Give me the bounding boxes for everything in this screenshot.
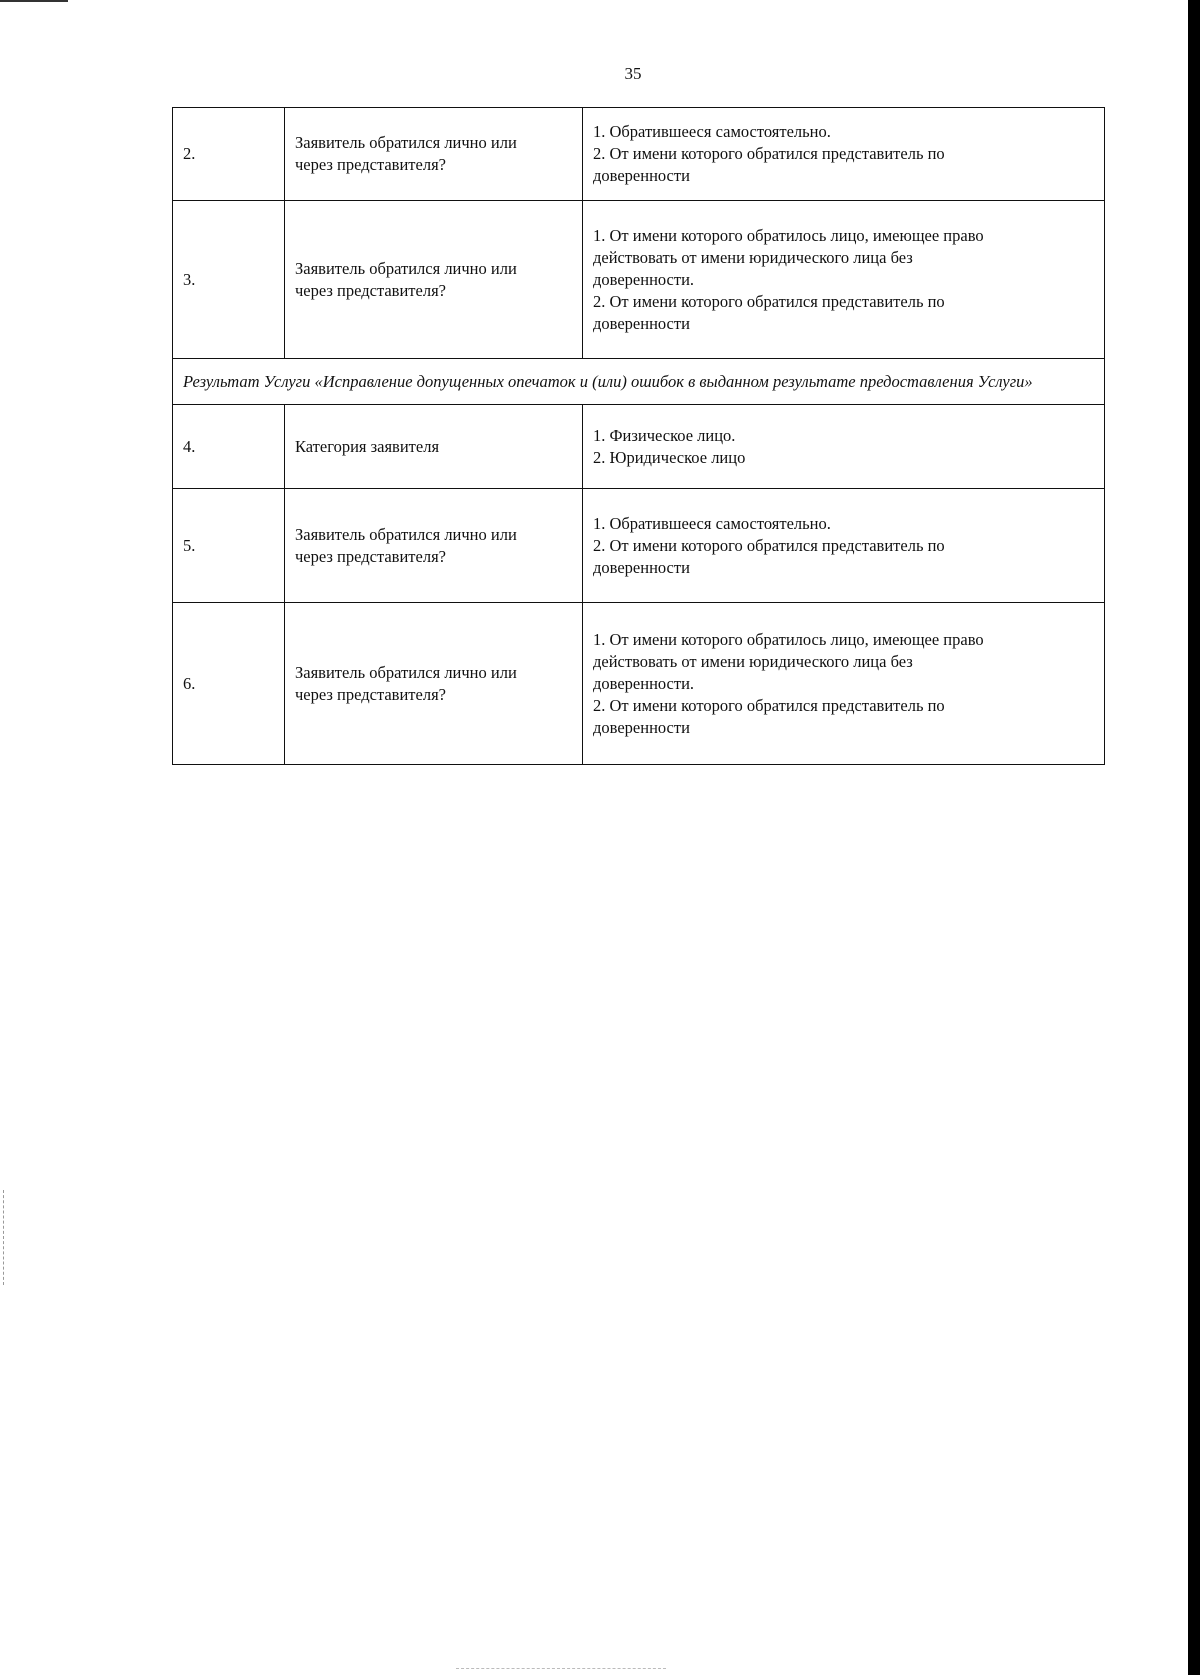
question-line: через представителя?	[295, 684, 446, 704]
answer-line: доверенности	[593, 313, 690, 333]
table-row	[173, 108, 1105, 201]
answer-cell	[583, 405, 1105, 489]
answer-line: действовать от имени юридического лица без	[593, 247, 913, 267]
row-number: 2.	[173, 108, 285, 201]
question-line: Категория заявителя	[295, 436, 440, 456]
table-row	[173, 201, 1105, 359]
row-number: 4.	[173, 405, 285, 489]
answer-line: доверенности.	[593, 673, 695, 693]
answer-line: доверенности.	[593, 269, 695, 289]
answer-line: 1. Физическое лицо.	[593, 425, 736, 445]
section-title: Результат Услуги «Исправление допущенных опечаток и (или) ошибок в выданном результате предоставления Услуги»	[173, 359, 1105, 405]
answer-line: действовать от имени юридического лица без	[593, 651, 913, 671]
question-line: через представителя?	[295, 155, 446, 174]
table-row	[173, 489, 1105, 603]
question-cell	[285, 405, 583, 489]
question-line: через представителя?	[295, 546, 446, 566]
question-cell	[285, 489, 583, 603]
question-cell	[285, 603, 583, 765]
question-line: Заявитель обратился лично или	[295, 133, 517, 152]
table-row	[173, 405, 1105, 489]
question-line: через представителя?	[295, 280, 446, 300]
page-number: 35	[624, 64, 642, 83]
answer-line: 1. От имени которого обратилось лицо, имеющее право	[593, 225, 984, 245]
table-row	[173, 603, 1105, 765]
answer-line: доверенности	[593, 557, 690, 577]
answer-line: 2. От имени которого обратился представитель по	[593, 144, 945, 163]
answer-line: 1. От имени которого обратилось лицо, имеющее право	[593, 629, 984, 649]
question-line: Заявитель обратился лично или	[295, 662, 517, 682]
answer-line: 2. От имени которого обратился представитель по	[593, 695, 945, 715]
document-table	[172, 107, 1105, 765]
scan-edge-border	[1188, 0, 1200, 1675]
question-cell	[285, 108, 583, 201]
answer-line: доверенности	[593, 717, 690, 737]
section-row	[173, 359, 1105, 405]
answer-line: доверенности	[593, 166, 690, 185]
answer-line: 1. Обратившееся самостоятельно.	[593, 122, 831, 141]
question-line: Заявитель обратился лично или	[295, 524, 517, 544]
question-line: Заявитель обратился лично или	[295, 258, 517, 278]
row-number: 6.	[173, 603, 285, 765]
answer-cell	[583, 201, 1105, 359]
answer-line: 1. Обратившееся самостоятельно.	[593, 513, 831, 533]
answer-cell	[583, 108, 1105, 201]
scan-edge-mark	[0, 0, 68, 2]
answer-cell	[583, 489, 1105, 603]
answer-line: 2. От имени которого обратился представитель по	[593, 291, 945, 311]
row-number: 3.	[173, 201, 285, 359]
question-cell	[285, 201, 583, 359]
scan-margin-mark	[3, 1190, 5, 1285]
answer-line: 2. От имени которого обратился представитель по	[593, 535, 945, 555]
answer-cell	[583, 603, 1105, 765]
row-number: 5.	[173, 489, 285, 603]
answer-line: 2. Юридическое лицо	[593, 447, 746, 467]
scan-bottom-mark	[456, 1668, 666, 1670]
